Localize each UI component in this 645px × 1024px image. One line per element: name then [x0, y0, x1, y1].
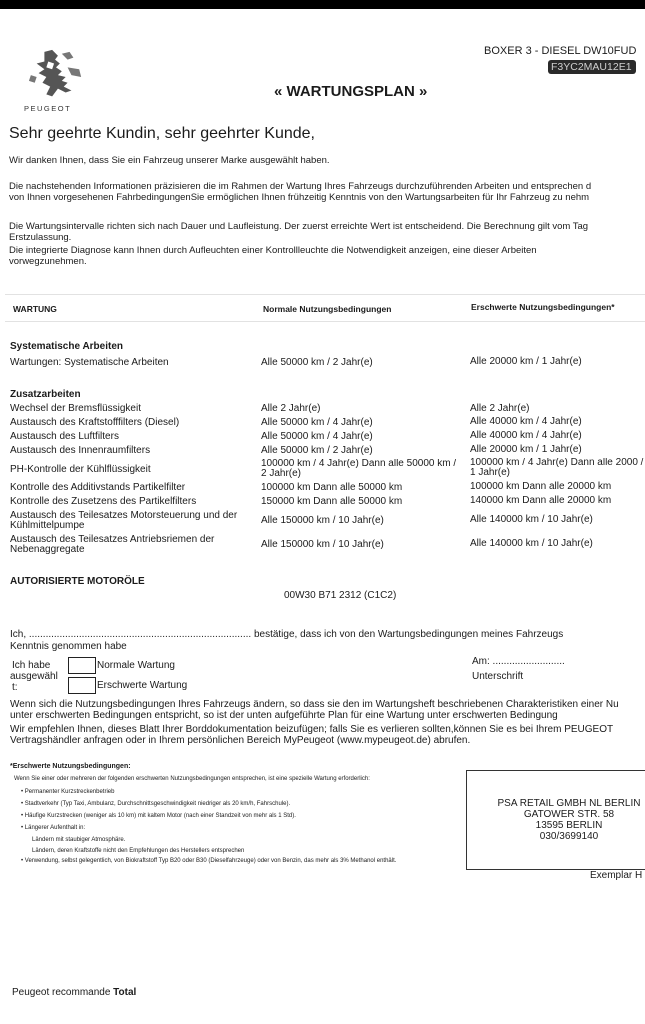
- table-row-normal: Alle 150000 km / 10 Jahr(e): [261, 539, 384, 550]
- table-row-severe: Alle 2 Jahr(e): [470, 403, 530, 414]
- table-row-normal: 150000 km Dann alle 50000 km: [261, 496, 403, 507]
- table-row-label: Austausch des Teilesatzes Antriebsriemen der Nebenaggregate: [10, 534, 215, 555]
- table-divider-bottom: [5, 321, 645, 322]
- severe-condition-subitem: Ländern, deren Kraftstoffe nicht den Empfehlungen des Herstellers entsprechen: [32, 848, 245, 854]
- table-row-normal: Alle 150000 km / 10 Jahr(e): [261, 515, 384, 526]
- note-2a: Wir empfehlen Ihnen, dieses Blatt Ihrer Borddokumentation beizufügen; falls Sie es verlieren sollten,können Sie es bei Ihrem PEUGEOT: [10, 724, 614, 735]
- severe-condition-item: • Verwendung, selbst gelegentlich, von Biokraftstoff Typ B20 oder B30 (Dieselfahrzeuge) oder von Benzin, das mehr als 3% Methanol enthält.: [21, 858, 397, 864]
- table-row-severe: 140000 km Dann alle 20000 km: [470, 495, 612, 506]
- table-row-normal: Alle 50000 km / 2 Jahr(e): [261, 445, 373, 456]
- chosen-label-2: ausgewähl: [10, 671, 58, 682]
- footer-text: Peugeot recommande: [12, 987, 114, 998]
- vin-number: F3YC2MAU12E1: [548, 60, 636, 74]
- table-row-label: Wartungen: Systematische Arbeiten: [10, 357, 169, 368]
- greeting: Sehr geehrte Kundin, sehr geehrter Kunde,: [9, 125, 315, 142]
- copy-label: Exemplar H: [590, 870, 643, 881]
- table-row-label: Austausch des Kraftstofffilters (Diesel): [10, 417, 180, 428]
- table-row-label: Kontrolle des Additivstands Partikelfilter: [10, 482, 186, 493]
- table-row-normal: Alle 50000 km / 2 Jahr(e): [261, 357, 373, 368]
- table-row-severe: Alle 40000 km / 4 Jahr(e): [470, 416, 582, 427]
- col-header-maintenance: WARTUNG: [13, 304, 57, 314]
- dealer-street: GATOWER STR. 58: [523, 809, 615, 820]
- oils-heading: AUTORISIERTE MOTORÖLE: [10, 576, 145, 587]
- dealer-city: 13595 BERLIN: [535, 820, 603, 831]
- severe-maintenance-checkbox[interactable]: [68, 677, 96, 694]
- option-severe-label: Erschwerte Wartung: [97, 680, 188, 691]
- severe-condition-item: • Längerer Aufenthalt in:: [21, 825, 86, 831]
- confirm-line-1: Ich, ................................................................................ bestätige, dass ich von den Wartungsbedingungen meines Fahrzeugs: [10, 629, 564, 640]
- table-row-severe: Alle 20000 km / 1 Jahr(e): [470, 444, 582, 455]
- dealer-phone: 030/3699140: [539, 831, 599, 842]
- table-row-severe: Alle 140000 km / 10 Jahr(e): [470, 514, 593, 525]
- table-row-label: PH-Kontrolle der Kühlflüssigkeit: [10, 464, 151, 475]
- intro-paragraph-4b: vorwegzunehmen.: [9, 256, 87, 267]
- normal-maintenance-checkbox[interactable]: [68, 657, 96, 674]
- oils-value: 00W30 B71 2312 (C1C2): [284, 590, 397, 601]
- severe-conditions-heading: *Erschwerte Nutzungsbedingungen:: [10, 763, 131, 770]
- dealer-name: PSA RETAIL GMBH NL BERLIN: [497, 798, 641, 809]
- table-row-label: Kontrolle des Zusetzens des Partikelfilters: [10, 496, 197, 507]
- intro-paragraph-4a: Die integrierte Diagnose kann Ihnen durch Aufleuchten einer Kontrollleuchte die Notwendigkeit anzeigen, eine dieser Arbeiten: [9, 245, 537, 256]
- vehicle-model: BOXER 3 - DIESEL DW10FUD: [484, 45, 637, 57]
- table-row-severe: 100000 km / 4 Jahr(e) Dann alle 2000 / 1 Jahr(e): [470, 458, 644, 478]
- confirm-line-2: Kenntnis genommen habe: [10, 641, 127, 652]
- severe-condition-item: • Stadtverkehr (Typ Taxi, Ambulanz, Durchschnittsgeschwindigkeit niedriger als 20 km/h, Fahrschule).: [21, 801, 291, 807]
- chosen-label-3: t:: [12, 682, 18, 693]
- table-row-normal: Alle 50000 km / 4 Jahr(e): [261, 431, 373, 442]
- note-2b: Vertragshändler anfragen oder in Ihrem persönlichen Bereich MyPeugeot (www.mypeugeot.de) abrufen.: [10, 735, 471, 746]
- severe-conditions-intro: Wenn Sie einer oder mehreren der folgenden erschwerten Nutzungsbedingungen entsprechen, ist eine spezielle Wartung erforderlich:: [14, 776, 370, 782]
- table-row-label: Wechsel der Bremsflüssigkeit: [10, 403, 141, 414]
- note-1b: unter erschwerten Bedingungen entspricht, so ist der unten aufgeführte Plan für eine Wartung unter erschwerten Bedingung: [10, 710, 558, 721]
- intro-paragraph-2b: von Ihnen vorgesehenen FahrbedingungenSie ermöglichen Ihnen frühzeitig Kenntnis von den Wartungsarbeiten für Ihr Fahrzeug zu nehm: [9, 192, 590, 203]
- table-row-severe: Alle 20000 km / 1 Jahr(e): [470, 356, 582, 367]
- severe-condition-item: • Permanenter Kurzstreckenbetrieb: [21, 789, 115, 795]
- footer-note: [12, 988, 136, 998]
- table-row-label: Austausch des Teilesatzes Motorsteuerung und der Kühlmittelpumpe: [10, 510, 238, 531]
- severe-condition-item: • Häufige Kurzstrecken (weniger als 10 km) mit kaltem Motor (nach einer Standzeit von mehr als 1 Std).: [21, 813, 296, 819]
- table-row-label: Austausch des Innenraumfilters: [10, 445, 151, 456]
- signature-field[interactable]: Unterschrift: [472, 671, 524, 682]
- section-systematic: Systematische Arbeiten: [10, 341, 124, 352]
- intro-paragraph-2a: Die nachstehenden Informationen präzisieren die im Rahmen der Wartung Ihres Fahrzeugs durchzuführenden Arbeiten und entsprechen d: [9, 181, 592, 192]
- note-1a: Wenn sich die Nutzungsbedingungen Ihres Fahrzeugs ändern, so dass sie den im Wartungsheft beschriebenen Charakteristiken einer Nu: [10, 699, 619, 710]
- table-row-normal: 100000 km Dann alle 50000 km: [261, 482, 403, 493]
- table-row-label: Austausch des Luftfilters: [10, 431, 119, 442]
- table-row-normal: 100000 km / 4 Jahr(e) Dann alle 50000 km / 2 Jahr(e): [261, 459, 457, 479]
- footer-brand: Total: [113, 987, 137, 998]
- option-normal-label: Normale Wartung: [97, 660, 175, 671]
- table-row-severe: Alle 40000 km / 4 Jahr(e): [470, 430, 582, 441]
- intro-paragraph-3b: Erstzulassung.: [9, 232, 72, 243]
- intro-paragraph-3a: Die Wartungsintervalle richten sich nach Dauer und Laufleistung. Der zuerst erreichte Wert ist entscheidend. Die Berechnung gilt vom Tag: [9, 221, 589, 232]
- date-field[interactable]: Am: ..........................: [472, 656, 565, 667]
- chosen-label-1: Ich habe: [12, 660, 51, 671]
- table-divider-top: [5, 294, 645, 295]
- col-header-normal: Normale Nutzungsbedingungen: [263, 304, 392, 314]
- intro-paragraph-1: Wir danken Ihnen, dass Sie ein Fahrzeug unserer Marke ausgewählt haben.: [9, 155, 330, 166]
- table-row-normal: Alle 50000 km / 4 Jahr(e): [261, 417, 373, 428]
- table-row-severe: Alle 140000 km / 10 Jahr(e): [470, 538, 593, 549]
- section-additional: Zusatzarbeiten: [10, 389, 81, 400]
- col-header-severe: Erschwerte Nutzungsbedingungen*: [471, 302, 615, 312]
- page-title: « WARTUNGSPLAN »: [274, 83, 428, 100]
- peugeot-lion-logo: [22, 48, 90, 106]
- severe-condition-subitem: Ländern mit staubiger Atmosphäre.: [32, 837, 126, 843]
- top-black-bar: [0, 0, 645, 9]
- brand-wordmark: PEUGEOT: [24, 104, 72, 113]
- table-row-severe: 100000 km Dann alle 20000 km: [470, 481, 612, 492]
- table-row-normal: Alle 2 Jahr(e): [261, 403, 321, 414]
